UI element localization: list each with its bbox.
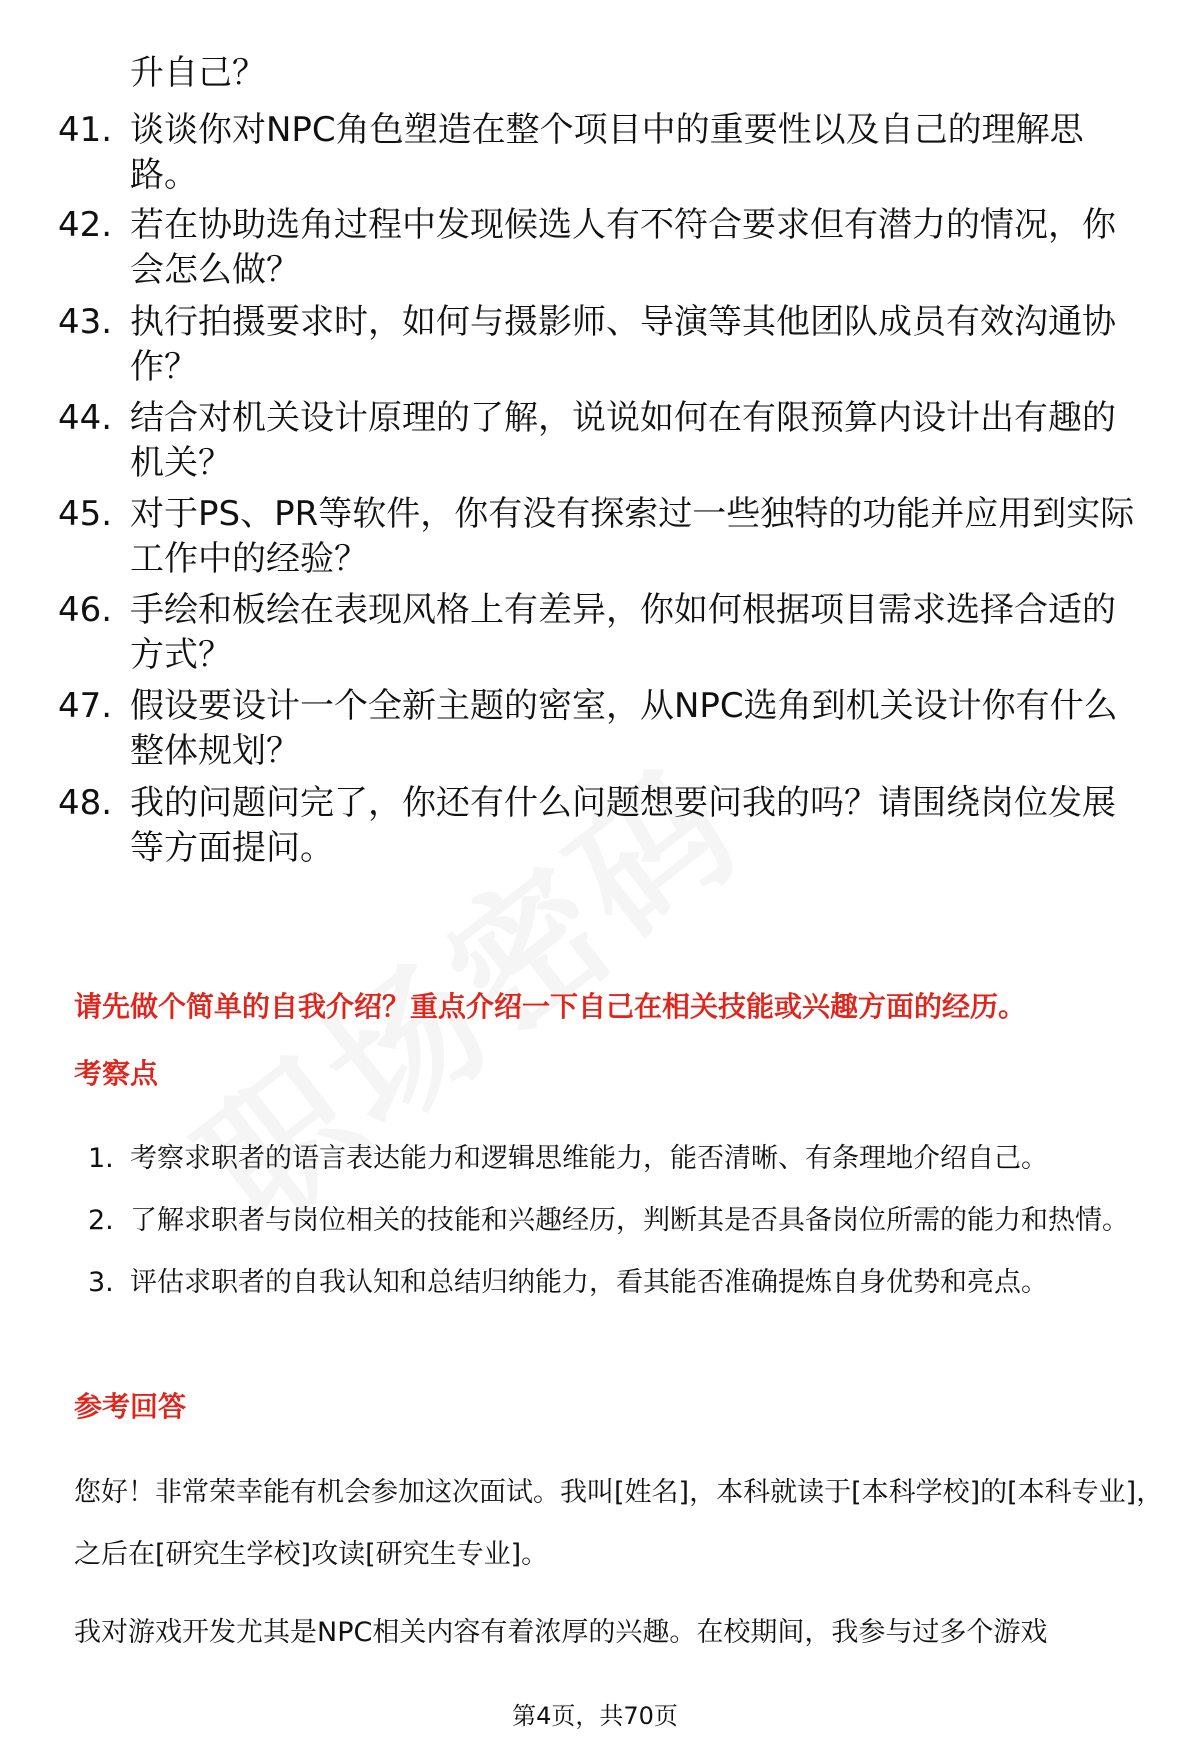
question-number: 48. <box>58 783 113 823</box>
check-point-text: 评估求职者的自我认知和总结归纳能力，看其能否准确提炼自身优势和亮点。 <box>130 1267 1048 1298</box>
question-text: 结合对机关设计原理的了解，说说如何在有限预算内设计出有趣的机关？ <box>130 398 1116 483</box>
check-point-text: 了解求职者与岗位相关的技能和兴趣经历，判断其是否具备岗位所需的能力和热情。 <box>130 1205 1129 1236</box>
question-number: 42. <box>58 205 113 245</box>
list-item <box>58 300 1148 390</box>
question-number: 43. <box>58 302 113 342</box>
list-item <box>58 781 1148 871</box>
check-points-list <box>88 1128 1148 1314</box>
reference-answer-title: 参考回答 <box>74 1390 187 1423</box>
list-item <box>58 108 1148 198</box>
check-points-title: 考察点 <box>74 1057 159 1090</box>
check-point-number: 2. <box>88 1205 114 1236</box>
check-point-text: 考察求职者的语言表达能力和逻辑思维能力，能否清晰、有条理地介绍自己。 <box>130 1143 1048 1174</box>
question-number: 44. <box>58 398 113 438</box>
answer-paragraph: 我对游戏开发尤其是NPC相关内容有着浓厚的兴趣。在校期间，我参与过多个游戏 <box>74 1617 1048 1648</box>
list-item <box>88 1190 1148 1252</box>
question-number: 47. <box>58 686 113 726</box>
list-item <box>58 588 1148 678</box>
question-text: 若在协助选角过程中发现候选人有不符合要求但有潜力的情况，你会怎么做？ <box>130 205 1116 290</box>
main-question-heading: 请先做个简单的自我介绍？重点介绍一下自己在相关技能或兴趣方面的经历。 <box>74 990 1027 1023</box>
question-number: 41. <box>58 110 113 150</box>
list-item <box>58 203 1148 293</box>
question-text: 手绘和板绘在表现风格上有差异，你如何根据项目需求选择合适的方式？ <box>130 590 1116 675</box>
check-point-number: 3. <box>88 1267 114 1298</box>
list-item <box>58 492 1148 582</box>
question-text: 假设要设计一个全新主题的密室，从NPC选角到机关设计你有什么整体规划？ <box>130 686 1118 771</box>
list-item <box>88 1252 1148 1314</box>
check-point-number: 1. <box>88 1143 114 1174</box>
question-number: 46. <box>58 590 113 630</box>
question-continuation: 升自己？ <box>130 53 266 93</box>
question-text: 谈谈你对NPC角色塑造在整个项目中的重要性以及自己的理解思路。 <box>130 110 1084 195</box>
list-item <box>88 1128 1148 1190</box>
page-footer: 第4页，共70页 <box>512 1702 678 1730</box>
question-text: 执行拍摄要求时，如何与摄影师、导演等其他团队成员有效沟通协作？ <box>130 302 1116 387</box>
question-number: 45. <box>58 494 113 534</box>
list-item <box>58 396 1148 486</box>
answer-paragraph: 您好！非常荣幸能有机会参加这次面试。我叫[姓名]，本科就读于[本科学校]的[本科专业]，之后在[研究生学校]攻读[研究生专业]。 <box>74 1477 1164 1570</box>
question-text: 我的问题问完了，你还有什么问题想要问我的吗？请围绕岗位发展等方面提问。 <box>130 783 1116 868</box>
question-text: 对于PS、PR等软件，你有没有探索过一些独特的功能并应用到实际工作中的经验？ <box>130 494 1135 579</box>
list-item <box>58 684 1148 774</box>
